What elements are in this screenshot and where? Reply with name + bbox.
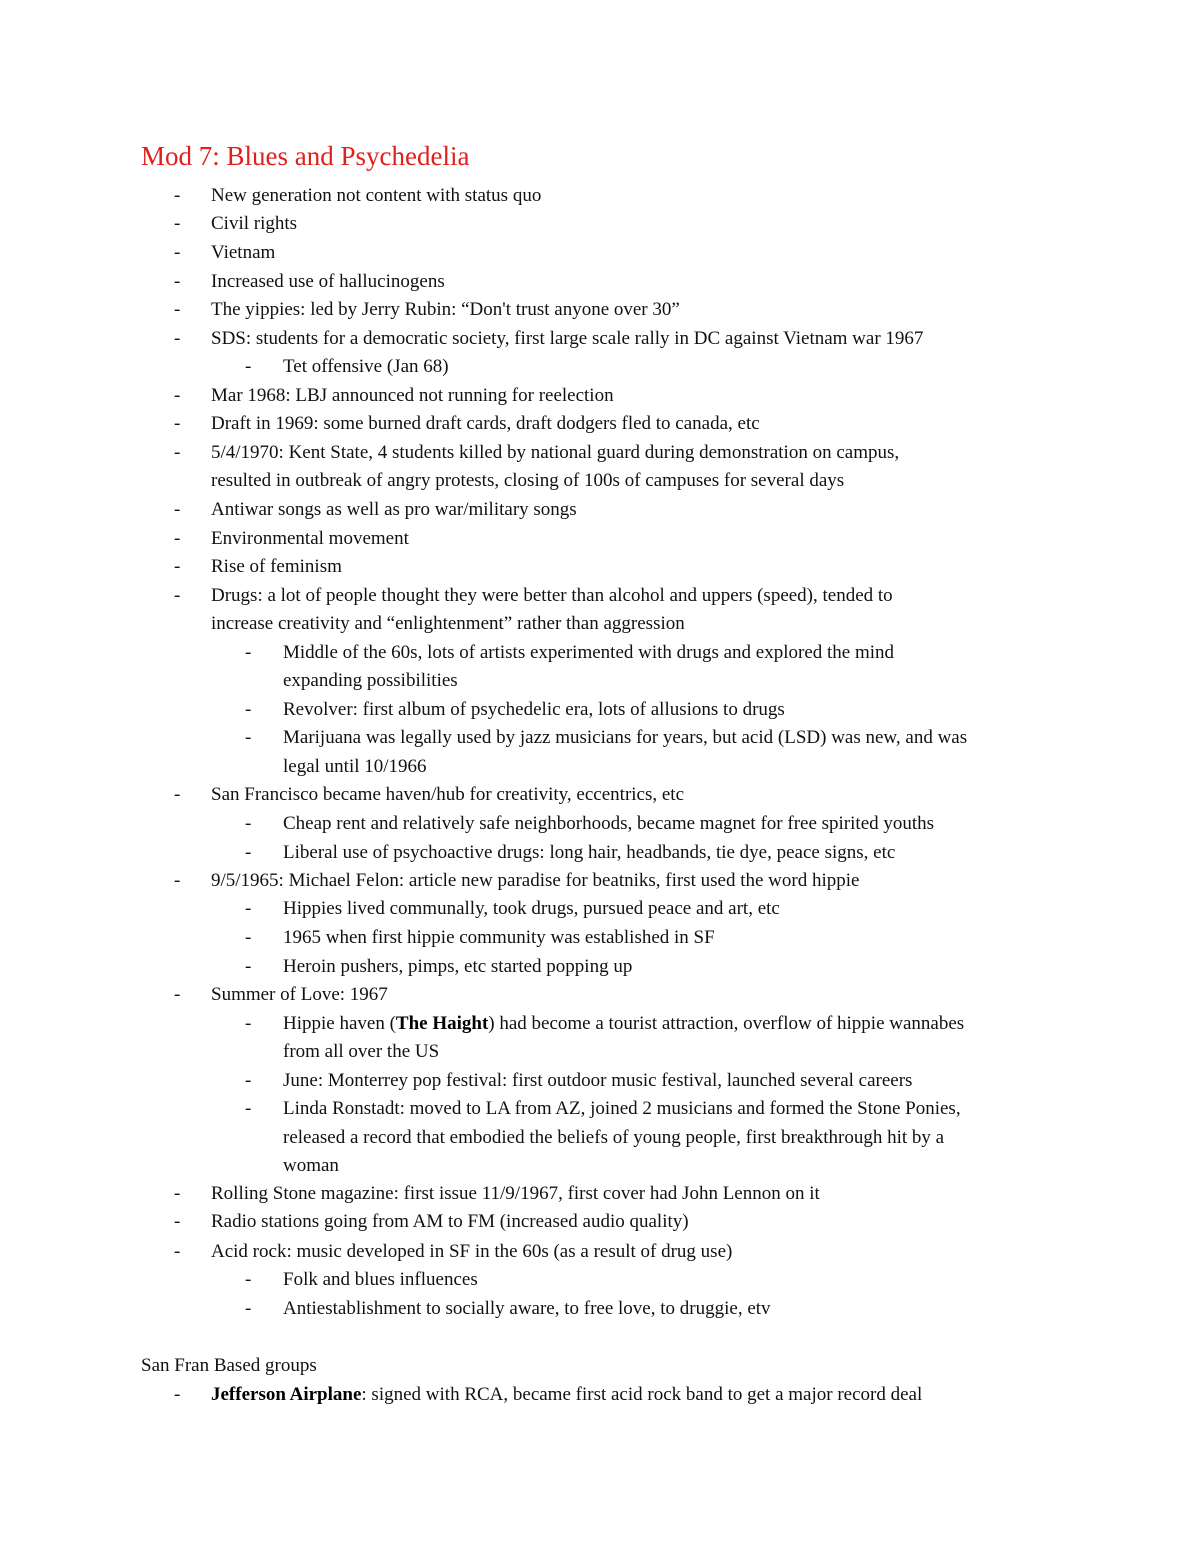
bullet-dash: -	[174, 242, 181, 263]
bullet-dash: -	[174, 213, 181, 234]
list-item-text: Revolver: first album of psychedelic era, lots of allusions to drugs	[283, 699, 785, 720]
list-item-text: San Francisco became haven/hub for creativity, eccentrics, etc	[211, 784, 685, 805]
list-item-text: Folk and blues influences	[283, 1269, 478, 1290]
list-item-text: Hippies lived communally, took drugs, pursued peace and art, etc	[283, 898, 780, 919]
list-item-text: Tet offensive (Jan 68)	[283, 356, 449, 377]
bullet-dash: -	[174, 413, 181, 434]
bullet-dash: -	[174, 1183, 181, 1204]
list-item-text: Liberal use of psychoactive drugs: long hair, headbands, tie dye, peace signs, etc	[283, 842, 896, 863]
list-item-text: Antiwar songs as well as pro war/military songs	[211, 499, 577, 520]
bullet-dash: -	[245, 898, 252, 919]
bullet-dash: -	[174, 385, 181, 406]
bullet-dash: -	[245, 1013, 252, 1034]
list-item-text: Rise of feminism	[211, 556, 342, 577]
bullet-dash: -	[245, 1098, 252, 1119]
list-item-text: Civil rights	[211, 213, 298, 234]
bullet-dash: -	[245, 1269, 252, 1290]
list-item-text	[211, 1383, 922, 1407]
bullet-dash: -	[174, 585, 181, 606]
bullet-dash: -	[245, 642, 252, 663]
bold-term: The Haight	[395, 1013, 489, 1034]
bullet-dash: -	[174, 1384, 181, 1405]
bullet-dash: -	[245, 727, 252, 748]
bullet-dash: -	[174, 185, 181, 206]
bullet-dash: -	[174, 1241, 181, 1262]
list-item-text: expanding possibilities	[283, 670, 458, 691]
bullet-dash: -	[245, 927, 252, 948]
bullet-dash: -	[245, 356, 252, 377]
list-item-text: increase creativity and “enlightenment” rather than aggression	[211, 613, 685, 634]
bullet-dash: -	[245, 956, 252, 977]
list-item-text: from all over the US	[283, 1041, 440, 1062]
list-item-text: released a record that embodied the beliefs of young people, first breakthrough hit by a	[283, 1127, 945, 1148]
bullet-dash: -	[174, 299, 181, 320]
list-item-text: Increased use of hallucinogens	[211, 271, 445, 292]
bullet-dash: -	[174, 442, 181, 463]
text-run: Hippie haven (	[283, 1013, 396, 1034]
section-heading-text: San Fran Based groups	[141, 1355, 317, 1376]
list-item-text: The yippies: led by Jerry Rubin: “Don't trust anyone over 30”	[211, 299, 680, 320]
list-item-text: woman	[283, 1155, 339, 1176]
list-item-text: 5/4/1970: Kent State, 4 students killed by national guard during demonstration on campus,	[211, 442, 900, 463]
bullet-dash: -	[245, 813, 252, 834]
list-item-text: Radio stations going from AM to FM (increased audio quality)	[211, 1211, 689, 1232]
bullet-dash: -	[174, 528, 181, 549]
bullet-dash: -	[245, 699, 252, 720]
list-item-text: June: Monterrey pop festival: first outdoor music festival, launched several careers	[283, 1070, 913, 1091]
list-item-text: 9/5/1965: Michael Felon: article new paradise for beatniks, first used the word hippie	[211, 870, 860, 891]
list-item-text: Drugs: a lot of people thought they were better than alcohol and uppers (speed), tended to	[211, 585, 893, 606]
bullet-dash: -	[174, 271, 181, 292]
bullet-dash: -	[245, 1298, 252, 1319]
list-item-text: Acid rock: music developed in SF in the 60s (as a result of drug use)	[211, 1241, 733, 1262]
list-item-text: legal until 10/1966	[283, 756, 427, 777]
bullet-dash: -	[174, 870, 181, 891]
list-item-text: Marijuana was legally used by jazz musicians for years, but acid (LSD) was new, and was	[283, 727, 968, 748]
list-item-text: Vietnam	[211, 242, 276, 263]
list-item-text: New generation not content with status quo	[211, 185, 542, 206]
text-run: ) had become a tourist attraction, overflow of hippie wannabes	[488, 1013, 965, 1034]
bullet-dash: -	[174, 1211, 181, 1232]
bullet-dash: -	[174, 784, 181, 805]
list-item-text: Summer of Love: 1967	[211, 984, 388, 1005]
bullet-dash: -	[245, 842, 252, 863]
page-title: Mod 7: Blues and Psychedelia	[141, 141, 470, 171]
list-item-text: Antiestablishment to socially aware, to free love, to druggie, etv	[283, 1298, 771, 1319]
list-item-text: Linda Ronstadt: moved to LA from AZ, joined 2 musicians and formed the Stone Ponies,	[283, 1098, 961, 1119]
list-item-text: Rolling Stone magazine: first issue 11/9/1967, first cover had John Lennon on it	[211, 1183, 820, 1204]
list-item-text: Mar 1968: LBJ announced not running for reelection	[211, 385, 614, 406]
bullet-dash: -	[174, 984, 181, 1005]
list-item-text: 1965 when first hippie community was established in SF	[283, 927, 715, 948]
bullet-dash: -	[174, 556, 181, 577]
bullet-dash: -	[245, 1070, 252, 1091]
bullet-dash: -	[174, 328, 181, 349]
bullet-dash: -	[174, 499, 181, 520]
text-run: : signed with RCA, became first acid rock band to get a major record deal	[361, 1384, 923, 1405]
list-item-text: SDS: students for a democratic society, first large scale rally in DC against Vietnam war 1967	[211, 328, 924, 349]
list-item-text: Cheap rent and relatively safe neighborhoods, became magnet for free spirited youths	[283, 813, 935, 834]
list-item-text: Heroin pushers, pimps, etc started popping up	[283, 956, 633, 977]
list-item-text: Environmental movement	[211, 528, 409, 549]
bold-term: Jefferson Airplane	[211, 1384, 362, 1405]
list-item-text	[283, 1012, 964, 1036]
list-item-text: resulted in outbreak of angry protests, closing of 100s of campuses for several days	[211, 470, 845, 491]
list-item-text: Draft in 1969: some burned draft cards, draft dodgers fled to canada, etc	[211, 413, 760, 434]
list-item-text: Middle of the 60s, lots of artists experimented with drugs and explored the mind	[283, 642, 895, 663]
